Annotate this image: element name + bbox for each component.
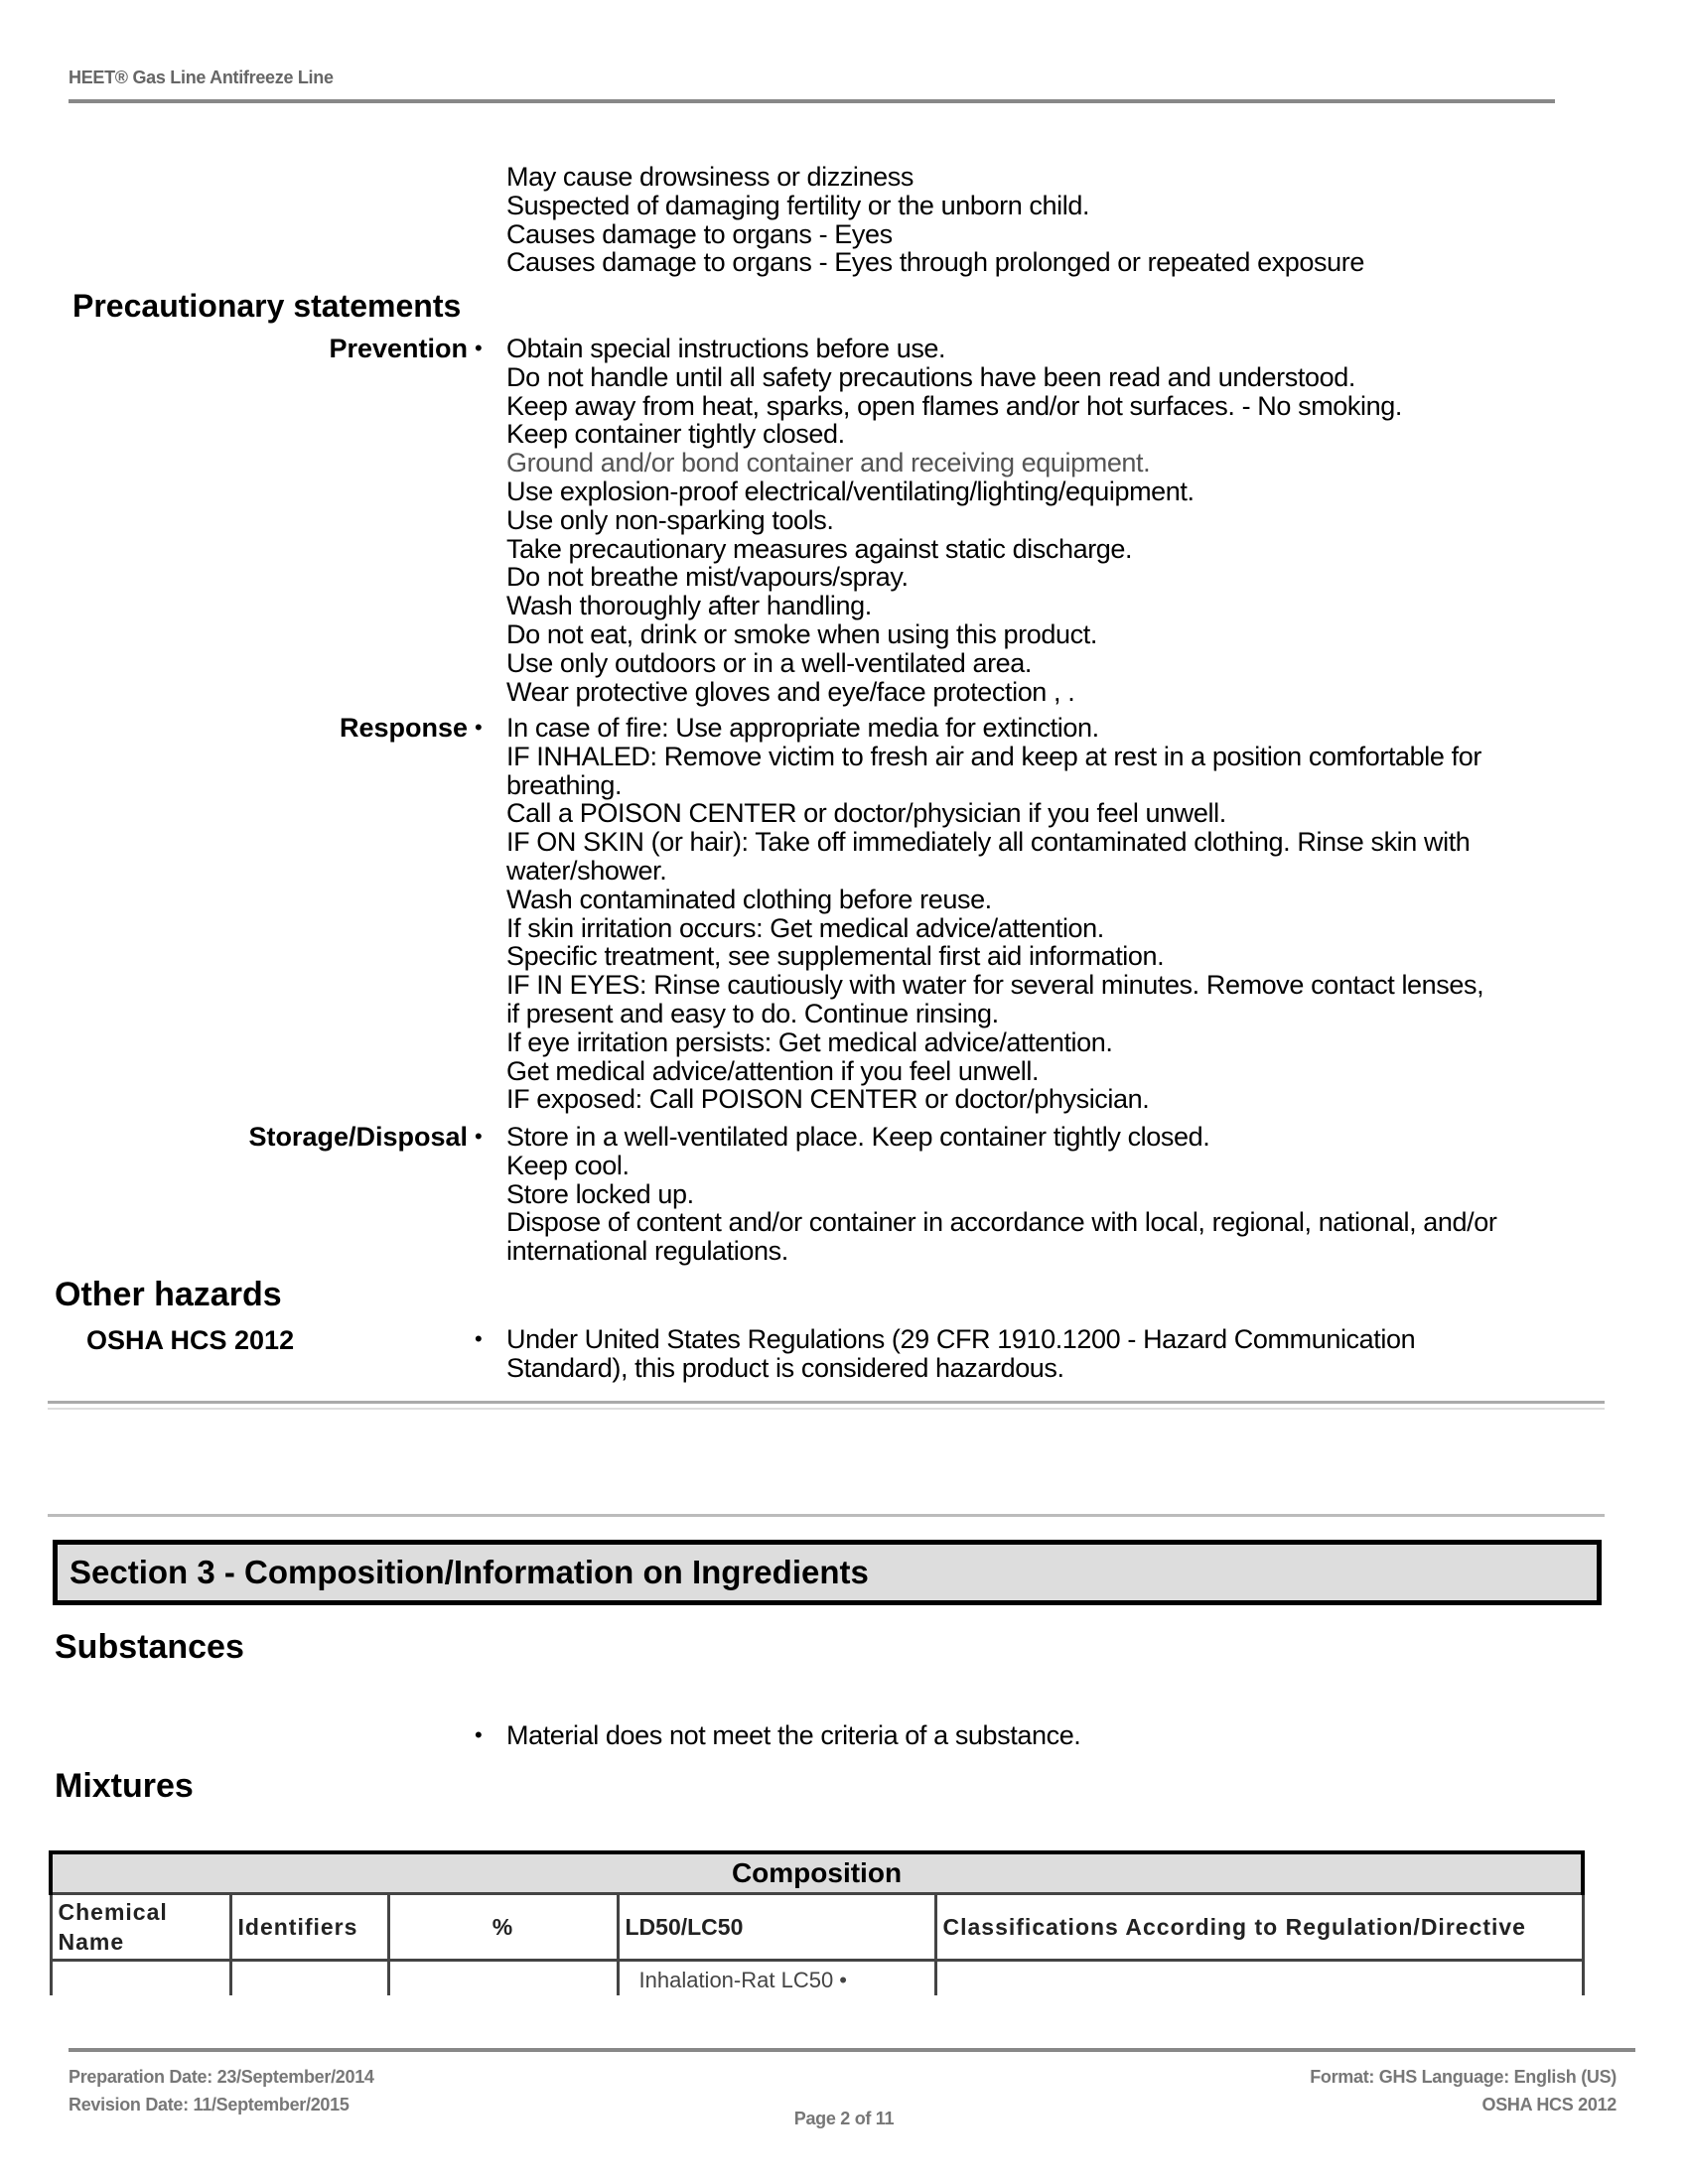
statement-line: In case of fire: Use appropriate media for extinction. [506, 713, 1099, 743]
prevention-statements [506, 335, 1402, 706]
col-percent: % [388, 1893, 618, 1960]
statement-line: IF IN EYES: Rinse cautiously with water for several minutes. Remove contact lenses, [506, 970, 1484, 1001]
prevention-label: Prevention [329, 334, 468, 363]
col-identifiers: Identifiers [230, 1893, 388, 1960]
composition-title: Composition [51, 1852, 1583, 1893]
statement-line: Keep container tightly closed. [506, 419, 845, 450]
response-label: Response [339, 713, 468, 743]
statement-line: Use explosion-proof electrical/ventilating/lighting/equipment. [506, 476, 1195, 506]
statement-line: Dispose of content and/or container in accordance with local, regional, national, and/or [506, 1207, 1497, 1238]
page-number: Page 2 of 11 [793, 2109, 895, 2128]
statement-line: Do not breathe mist/vapours/spray. [506, 562, 909, 593]
storage-statements [506, 1123, 1496, 1266]
composition-table [49, 1850, 1585, 2002]
osha-label: OSHA HCS 2012 [86, 1325, 295, 1355]
statement-line: Do not eat, drink or smoke when using this product. [506, 618, 1097, 649]
revision-date: Revision Date: 11/September/2015 [69, 2095, 350, 2115]
statement-line: water/shower. [506, 855, 667, 886]
cell [230, 1960, 388, 2000]
statement-line: Ground and/or bond container and receiving equipment. [506, 448, 1151, 478]
other-hazards-bullet: • [475, 1326, 483, 1351]
statement-line: IF exposed: Call POISON CENTER or doctor/physician. [506, 1084, 1150, 1115]
statement-line: if present and easy to do. Continue rinsing. [506, 998, 999, 1028]
statement-line: Specific treatment, see supplemental first aid information. [506, 941, 1165, 972]
statement-line: IF INHALED: Remove victim to fresh air and keep at rest in a position comfortable for [506, 741, 1481, 771]
format-language: Format: GHS Language: English (US) [1310, 2067, 1617, 2087]
statement-line: breathing. [506, 769, 623, 800]
other-hazards-heading: Other hazards [55, 1276, 282, 1313]
substances-text: Material does not meet the criteria of a substance. [506, 1720, 1081, 1750]
footer-divider [69, 2048, 1635, 2052]
col-ld50: LD50/LC50 [618, 1893, 935, 1960]
statement-line: Keep away from heat, sparks, open flames and/or hot surfaces. - No smoking. [506, 390, 1402, 421]
precautionary-heading: Precautionary statements [72, 288, 462, 324]
statement-line: international regulations. [506, 1236, 788, 1267]
col-chemical-name: Chemical Name [51, 1893, 230, 1960]
statement-line: Obtain special instructions before use. [506, 334, 946, 363]
cell [935, 1960, 1583, 2000]
regulation: OSHA HCS 2012 [1481, 2095, 1617, 2115]
statement-line: Take precautionary measures against static discharge. [506, 533, 1133, 564]
statement-line: If eye irritation persists: Get medical advice/attention. [506, 1026, 1113, 1057]
header-divider [69, 99, 1555, 103]
section-divider [48, 1408, 1605, 1410]
mixtures-heading: Mixtures [55, 1767, 194, 1805]
response-statements [506, 714, 1483, 1114]
storage-bullet: • [475, 1124, 483, 1149]
statement-line: Causes damage to organs - Eyes [506, 218, 893, 249]
statement-line: Causes damage to organs - Eyes through prolonged or repeated exposure [506, 247, 1364, 278]
other-hazards-text [506, 1325, 1415, 1383]
statement-line: Get medical advice/attention if you feel unwell. [506, 1055, 1040, 1086]
statement-line: Keep cool. [506, 1150, 630, 1180]
statement-line: Use only outdoors or in a well-ventilated area. [506, 647, 1032, 678]
cell-ld50: Inhalation-Rat LC50 • [618, 1960, 935, 2000]
col-classifications: Classifications According to Regulation/Directive [935, 1893, 1583, 1960]
prevention-bullet: • [475, 336, 483, 360]
statement-line: Call a POISON CENTER or doctor/physician if you feel unwell. [506, 798, 1226, 829]
statement-line: May cause drowsiness or dizziness [506, 162, 914, 192]
statement-line: Use only non-sparking tools. [506, 504, 834, 535]
statement-line: IF ON SKIN (or hair): Take off immediately all contaminated clothing. Rinse skin with [506, 827, 1471, 858]
substances-heading: Substances [55, 1628, 244, 1666]
statement-line: Store locked up. [506, 1178, 694, 1209]
statement-line: Standard), this product is considered hazardous. [506, 1352, 1064, 1383]
section-3-title: Section 3 - Composition/Information on Ingredients [53, 1540, 1602, 1605]
substances-bullet: • [475, 1722, 483, 1747]
statement-line: Under United States Regulations (29 CFR 1910.1200 - Hazard Communication [506, 1324, 1416, 1354]
cell [388, 1960, 618, 2000]
statement-line: Wash thoroughly after handling. [506, 591, 872, 621]
storage-label: Storage/Disposal [248, 1122, 468, 1152]
preparation-date: Preparation Date: 23/September/2014 [69, 2067, 374, 2087]
section-divider [48, 1401, 1605, 1404]
statement-line: Wash contaminated clothing before reuse. [506, 884, 992, 914]
statement-line: Wear protective gloves and eye/face protection , . [506, 676, 1075, 707]
statement-line: Do not handle until all safety precautions have been read and understood. [506, 361, 1355, 392]
document-header-title: HEET® Gas Line Antifreeze Line [69, 68, 334, 87]
response-bullet: • [475, 715, 483, 740]
section-divider [48, 1514, 1605, 1517]
statement-line: If skin irritation occurs: Get medical advice/attention. [506, 912, 1104, 943]
hazard-statements [506, 163, 1364, 277]
statement-line: Store in a well-ventilated place. Keep container tightly closed. [506, 1122, 1210, 1152]
statement-line: Suspected of damaging fertility or the unborn child. [506, 190, 1090, 220]
cell [51, 1960, 230, 2000]
